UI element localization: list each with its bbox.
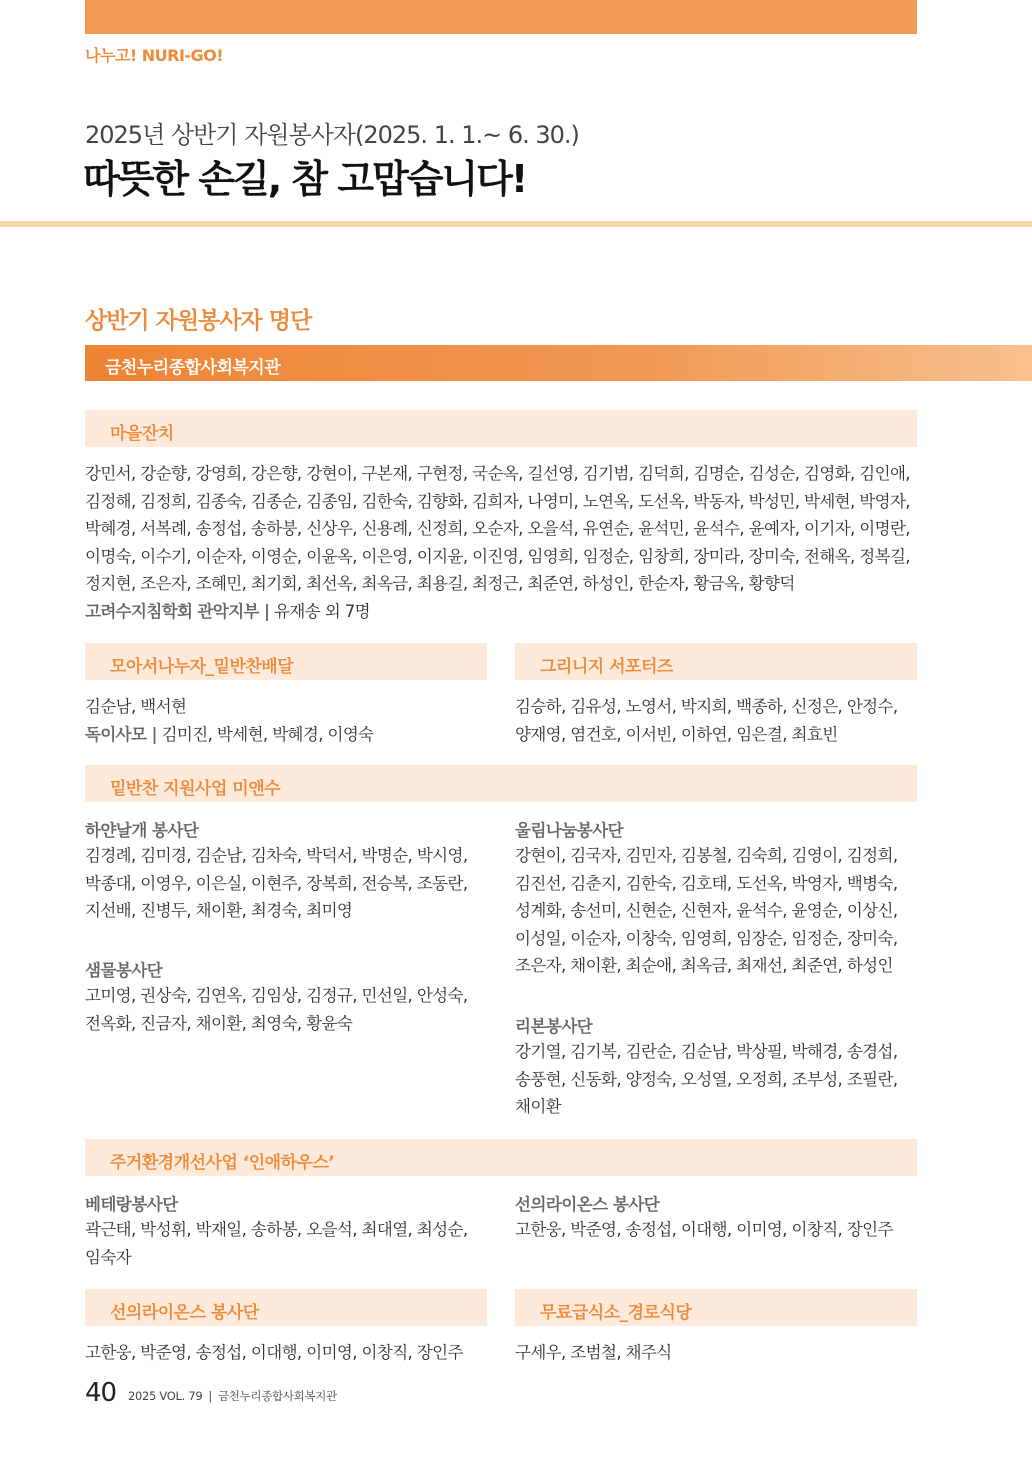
- name-line: 김진선, 김춘지, 김한숙, 김호태, 도선옥, 박영자, 백병숙,: [515, 873, 898, 893]
- name-line: 이성일, 이순자, 이창숙, 임영희, 임장순, 임정순, 장미숙,: [515, 928, 898, 948]
- category-label: 마을잔치: [110, 424, 174, 444]
- name-line: 조은자, 채이환, 최순애, 최옥금, 최재선, 최준연, 하성인: [515, 956, 893, 975]
- name-line: 김순남, 백서현: [85, 697, 187, 716]
- moaseo-names: [85, 693, 505, 748]
- footer-separator: |: [208, 1389, 212, 1403]
- name-line: 김승하, 김유성, 노영서, 박지희, 백종하, 신정은, 안정수,: [515, 697, 898, 716]
- category-green: [515, 643, 917, 680]
- category-village: [85, 410, 917, 447]
- top-accent-bar: [85, 0, 917, 34]
- category-label: 선의라이온스 봉사단: [110, 1303, 259, 1323]
- name-line: [85, 721, 505, 749]
- org-name: 금천누리종합사회복지관: [105, 358, 281, 378]
- name-line: 채이환: [515, 1097, 562, 1116]
- ribbon-names: [515, 1038, 935, 1121]
- name-line: [85, 598, 925, 626]
- name-line: 박혜경, 서복례, 송정섭, 송하붕, 신상우, 신용례, 신정희, 오순자, 오을석, 유연순, 윤석민, 윤석수, 윤예자, 이기자, 이명란,: [85, 519, 910, 538]
- footer-info: [128, 1388, 337, 1404]
- hayan-names: [85, 842, 505, 925]
- green-names: [515, 693, 935, 748]
- name-line: 임숙자: [85, 1247, 132, 1267]
- group-title-ribbon: 리본봉사단: [515, 1017, 593, 1036]
- name-line: 김경례, 김미경, 김순남, 김차숙, 박덕서, 박명순, 박시영,: [85, 846, 468, 865]
- name-line: 이명숙, 이수기, 이순자, 이영순, 이윤옥, 이은영, 이지윤, 이진영, 임영희, 임정순, 임창희, 장미라, 장미숙, 전해옥, 정복길,: [85, 546, 910, 566]
- group-name: 독이사모 |: [85, 724, 157, 744]
- category-housing: [85, 1139, 917, 1176]
- name-line: 양재영, 염건호, 이서빈, 이하연, 임은결, 최효빈: [515, 724, 838, 744]
- header-divider: [0, 221, 1032, 227]
- page-number: 40: [85, 1378, 117, 1408]
- category-free-meal: [515, 1289, 917, 1326]
- group-members: 김미진, 박세현, 박혜경, 이영숙: [156, 724, 374, 744]
- page-subtitle: 2025년 상반기 자원봉사자(2025. 1. 1.~ 6. 30.): [85, 121, 579, 149]
- page-title: 따뜻한 손길, 참 고맙습니다!: [83, 157, 527, 201]
- group-members: 유재송 외 7명: [269, 601, 370, 621]
- village-names: [85, 460, 925, 625]
- name-line: 강기열, 김기복, 김란순, 김순남, 박상필, 박해경, 송경섭,: [515, 1042, 898, 1061]
- name-line: 성계화, 송선미, 신현순, 신현자, 윤석수, 윤영순, 이상신,: [515, 901, 898, 920]
- group-title-saemmul: 샘물봉사단: [85, 961, 163, 980]
- category-label: 그리니지 서포터즈: [540, 657, 673, 677]
- name-line: 박종대, 이영우, 이은실, 이현주, 장복희, 전승복, 조동란,: [85, 873, 468, 893]
- footer-org: 금천누리종합사회복지관: [217, 1389, 337, 1403]
- name-line: 고한웅, 박준영, 송정섭, 이대행, 이미영, 이창직, 장인주: [515, 1220, 893, 1239]
- group-name: 고려수지침학회 관악지부 |: [85, 601, 270, 621]
- name-line: 지선배, 진병두, 채이환, 최경숙, 최미영: [85, 901, 353, 920]
- group-title-beteran: 베테랑봉사단: [85, 1195, 178, 1214]
- name-line: 김정해, 김정희, 김종숙, 김종순, 김종임, 김한숙, 김향화, 김희자, 나영미, 노연옥, 도선옥, 박동자, 박성민, 박세현, 박영자,: [85, 491, 910, 511]
- name-line: 강민서, 강순향, 강영희, 강은향, 강현이, 구본재, 구현정, 국순옥, 길선영, 김기범, 김덕희, 김명순, 김성순, 김영화, 김인애,: [85, 464, 910, 483]
- category-label: 밑반찬 지원사업 미앤수: [110, 779, 281, 799]
- org-banner: [85, 345, 1032, 381]
- name-line: 고미영, 권상숙, 김연옥, 김임상, 김정규, 민선일, 안성숙,: [85, 986, 468, 1005]
- name-line: 전옥화, 진금자, 채이환, 최영숙, 황윤숙: [85, 1013, 353, 1033]
- magazine-brand: 나누고! NURI-GO!: [85, 46, 224, 65]
- name-line: 송풍현, 신동화, 양정숙, 오성열, 오정희, 조부성, 조필란,: [515, 1069, 898, 1089]
- saemmul-names: [85, 982, 505, 1037]
- beteran-names: [85, 1216, 505, 1271]
- free-meal-names: [515, 1339, 935, 1367]
- name-line: 구세우, 조범철, 채주식: [515, 1343, 672, 1362]
- category-side-dish: [85, 765, 917, 802]
- ullim-names: [515, 842, 935, 980]
- category-label: 모아서나누자_밑반찬배달: [110, 657, 294, 677]
- category-moaseo: [85, 643, 487, 680]
- name-line: 강현이, 김국자, 김민자, 김봉철, 김숙희, 김영이, 김정희,: [515, 846, 898, 865]
- group-title-lions: 선의라이온스 봉사단: [515, 1195, 660, 1214]
- group-title-ullim: 울림나눔봉사단: [515, 821, 624, 840]
- name-line: 정지현, 조은자, 조혜민, 최기회, 최선옥, 최옥금, 최용길, 최정근, 최준연, 하성인, 한순자, 황금옥, 황향덕: [85, 574, 795, 593]
- issue-label: 2025 VOL. 79: [128, 1389, 203, 1403]
- category-label: 무료급식소_경로식당: [540, 1303, 692, 1323]
- lions2-names: [85, 1339, 505, 1367]
- section-title: 상반기 자원봉사자 명단: [85, 308, 312, 334]
- category-lions: [85, 1289, 487, 1326]
- name-line: 곽근태, 박성휘, 박재일, 송하봉, 오을석, 최대열, 최성순,: [85, 1220, 468, 1239]
- category-label: 주거환경개선사업 ‘인애하우스’: [110, 1153, 335, 1173]
- group-title-hayan: 하얀날개 봉사단: [85, 821, 199, 840]
- lions-names: [515, 1216, 935, 1244]
- name-line: 고한웅, 박준영, 송정섭, 이대행, 이미영, 이창직, 장인주: [85, 1343, 463, 1362]
